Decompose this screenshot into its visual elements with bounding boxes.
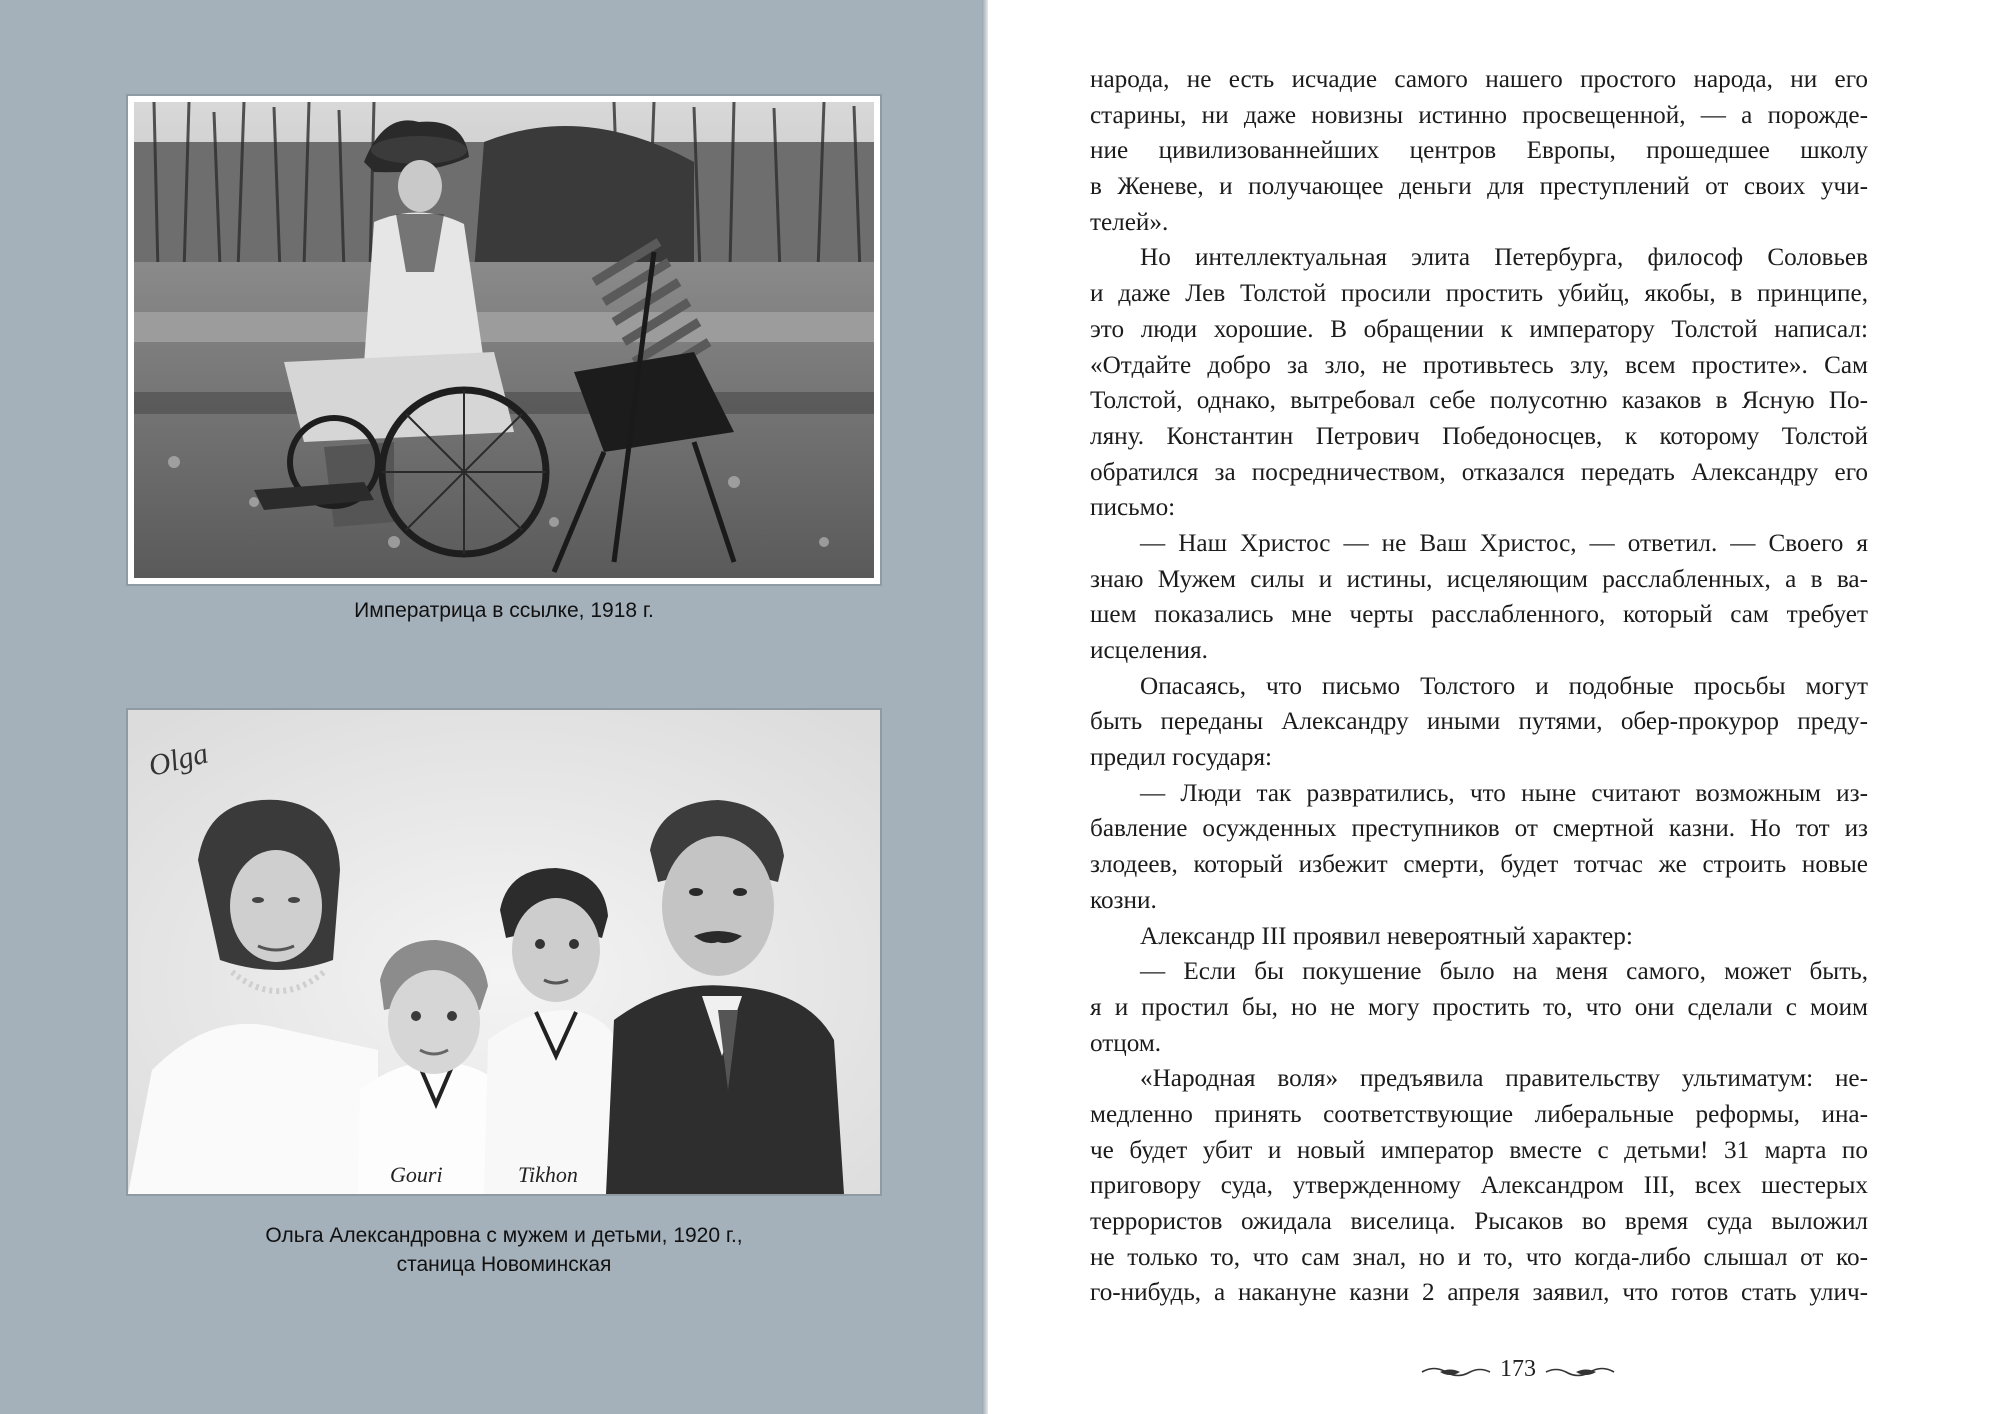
photo-olga-family-image [128, 710, 880, 1194]
text-line: го-нибудь, а накануне казни 2 апреля заявил, что готов стать улич- [1090, 1279, 1868, 1307]
text-line: обратился за посредничеством, отказался передать Александру его [1090, 458, 1868, 486]
caption-olga-line-2: станица Новоминская [396, 1253, 612, 1276]
text-line: предил государя: [1090, 744, 1273, 772]
text-line: письмо: [1090, 494, 1176, 522]
text-line: — Наш Христос — не Ваш Христос, — ответил. — Своего я [1140, 529, 1868, 557]
photo-olga-family [128, 710, 880, 1194]
text-line: это люди хорошие. В обращении к императору Толстой написал: [1090, 315, 1868, 343]
text-line: Толстой, однако, вытребовал себе полусотню казаков в Ясную По- [1090, 387, 1868, 415]
text-line: и даже Лев Толстой просили простить убийц, якобы, в принципе, [1090, 280, 1868, 308]
text-line: приговору суда, утвержденному Александром III, всех шестерых [1090, 1172, 1868, 1200]
text-line: «Отдайте добро за зло, не противьтесь злу, всем простите». Сам [1090, 351, 1868, 379]
text-line: «Народная воля» предъявила правительству ультиматум: не- [1140, 1065, 1868, 1093]
text-line: шем показались мне черты расслабленного, который сам требует [1090, 601, 1868, 629]
ornament-right-icon [1544, 1365, 1616, 1379]
caption-olga-photo [128, 1221, 880, 1279]
text-line: че будет убит и новый император вместе с детьми! 31 марта по [1090, 1136, 1868, 1164]
signature-olga-text: Olga [145, 736, 212, 784]
photo-empress-in-exile [128, 96, 880, 584]
caption-empress-photo [128, 596, 880, 625]
signature-tikhon [518, 1162, 578, 1187]
text-line: я и простил бы, но не могу простить то, что они сделали с моим [1090, 993, 1868, 1021]
text-line: в Женеве, и получающее деньги для преступлений от своих учи- [1090, 173, 1868, 201]
text-line: козни. [1090, 886, 1157, 914]
text-line: знаю Мужем силы и истины, исцеляющим расслабленных, а в ва- [1090, 565, 1868, 593]
text-line: ляну. Константин Петрович Победоносцев, к которому Толстой [1090, 422, 1868, 450]
text-line: — Если бы покушение было на меня самого, может быть, [1140, 958, 1868, 986]
text-line: быть переданы Александру иными путями, обер-прокурор преду- [1090, 708, 1868, 736]
caption-empress-text: Императрица в ссылке, 1918 г. [354, 599, 654, 622]
left-page [0, 0, 982, 1414]
page-number: 173 [1500, 1356, 1536, 1382]
text-line: не только то, что сам знал, но и то, что когда-либо слышал от ко- [1090, 1243, 1868, 1271]
text-line: отцом. [1090, 1029, 1162, 1057]
text-line: исцеления. [1090, 637, 1208, 664]
text-line: террористов ожидала виселица. Рысаков во время суда выложил [1090, 1208, 1868, 1235]
signature-tikhon-text: Tikhon [518, 1162, 578, 1187]
text-line: ние цивилизованнейших центров Европы, прошедшее школу [1090, 137, 1868, 165]
ornament-left-icon [1420, 1365, 1492, 1379]
text-line: злодеев, который избежит смерти, будет тотчас же строить новые [1090, 851, 1868, 879]
text-line: телей». [1090, 208, 1169, 236]
text-line: — Люди так развратились, что ныне считают возможным из- [1140, 779, 1868, 807]
text-line: Но интеллектуальная элита Петербурга, философ Соловьев [1140, 244, 1868, 272]
photo-empress-image [134, 102, 874, 578]
signature-gouri [390, 1162, 443, 1187]
caption-olga-line-1: Ольга Александровна с мужем и детьми, 1920 г., [265, 1224, 743, 1247]
text-line: старины, ни даже новизны истинно просвещенной, — а порожде- [1090, 101, 1868, 129]
text-line: народа, не есть исчадие самого нашего простого народа, ни его [1090, 66, 1868, 93]
page-number-footer [1418, 1354, 1618, 1384]
text-line: Александр III проявил невероятный характер: [1140, 922, 1633, 950]
text-line: медленно принять соответствующие либеральные реформы, ина- [1090, 1100, 1868, 1128]
body-text [1090, 62, 1868, 1311]
signature-gouri-text: Gouri [390, 1162, 443, 1187]
text-line: Опасаясь, что письмо Толстого и подобные просьбы могут [1140, 672, 1868, 700]
text-line: бавление осужденных преступников от смертной казни. Но тот из [1090, 815, 1868, 843]
